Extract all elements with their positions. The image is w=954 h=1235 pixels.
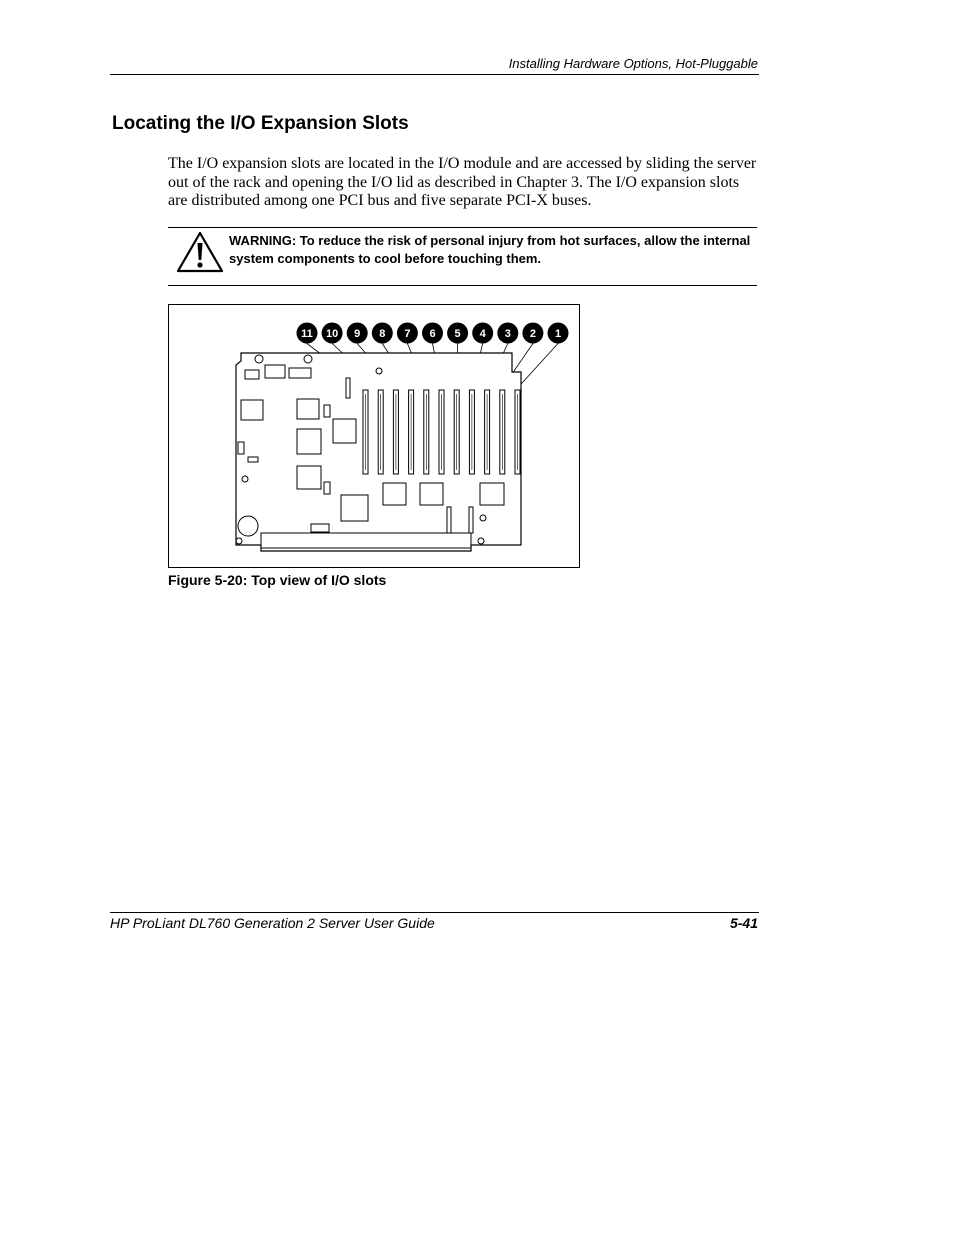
footer-rule [110, 912, 759, 913]
running-header: Installing Hardware Options, Hot-Pluggable [508, 56, 758, 71]
callout-number: 11 [301, 328, 313, 340]
callout-number: 4 [479, 328, 486, 340]
callout-number: 1 [554, 328, 562, 340]
warning-text: WARNING: To reduce the risk of personal injury from hot surfaces, allow the internal system components to cool before touching them. [229, 233, 751, 266]
io-board-illustration [169, 305, 579, 567]
io-slots-figure [168, 304, 580, 568]
callout-number: 9 [354, 328, 361, 340]
callout-number: 10 [325, 328, 339, 340]
footer-book-title: HP ProLiant DL760 Generation 2 Server User Guide [110, 915, 435, 931]
warning-triangle-icon [176, 231, 224, 273]
header-rule [110, 74, 759, 75]
figure-caption: Figure 5-20: Top view of I/O slots [168, 572, 387, 588]
callout-number: 6 [429, 328, 436, 340]
callout-number: 3 [504, 328, 511, 340]
section-title: Locating the I/O Expansion Slots [112, 113, 409, 134]
callout-number: 5 [454, 328, 461, 340]
warning-bottom-rule [168, 285, 757, 286]
callout-number: 2 [529, 328, 536, 340]
warning-top-rule [168, 227, 757, 228]
callout-number: 7 [404, 328, 411, 340]
callout-number: 8 [379, 328, 386, 340]
footer-page-number: 5-41 [729, 915, 758, 931]
leader-line [518, 344, 559, 389]
body-paragraph: The I/O expansion slots are located in the I/O module and are accessed by sliding the server out of the rack and opening the I/O lid as described in Chapter 3. The I/O expansion slots are distributed among one PCI bus and five separate PCI-X buses. [168, 155, 757, 209]
